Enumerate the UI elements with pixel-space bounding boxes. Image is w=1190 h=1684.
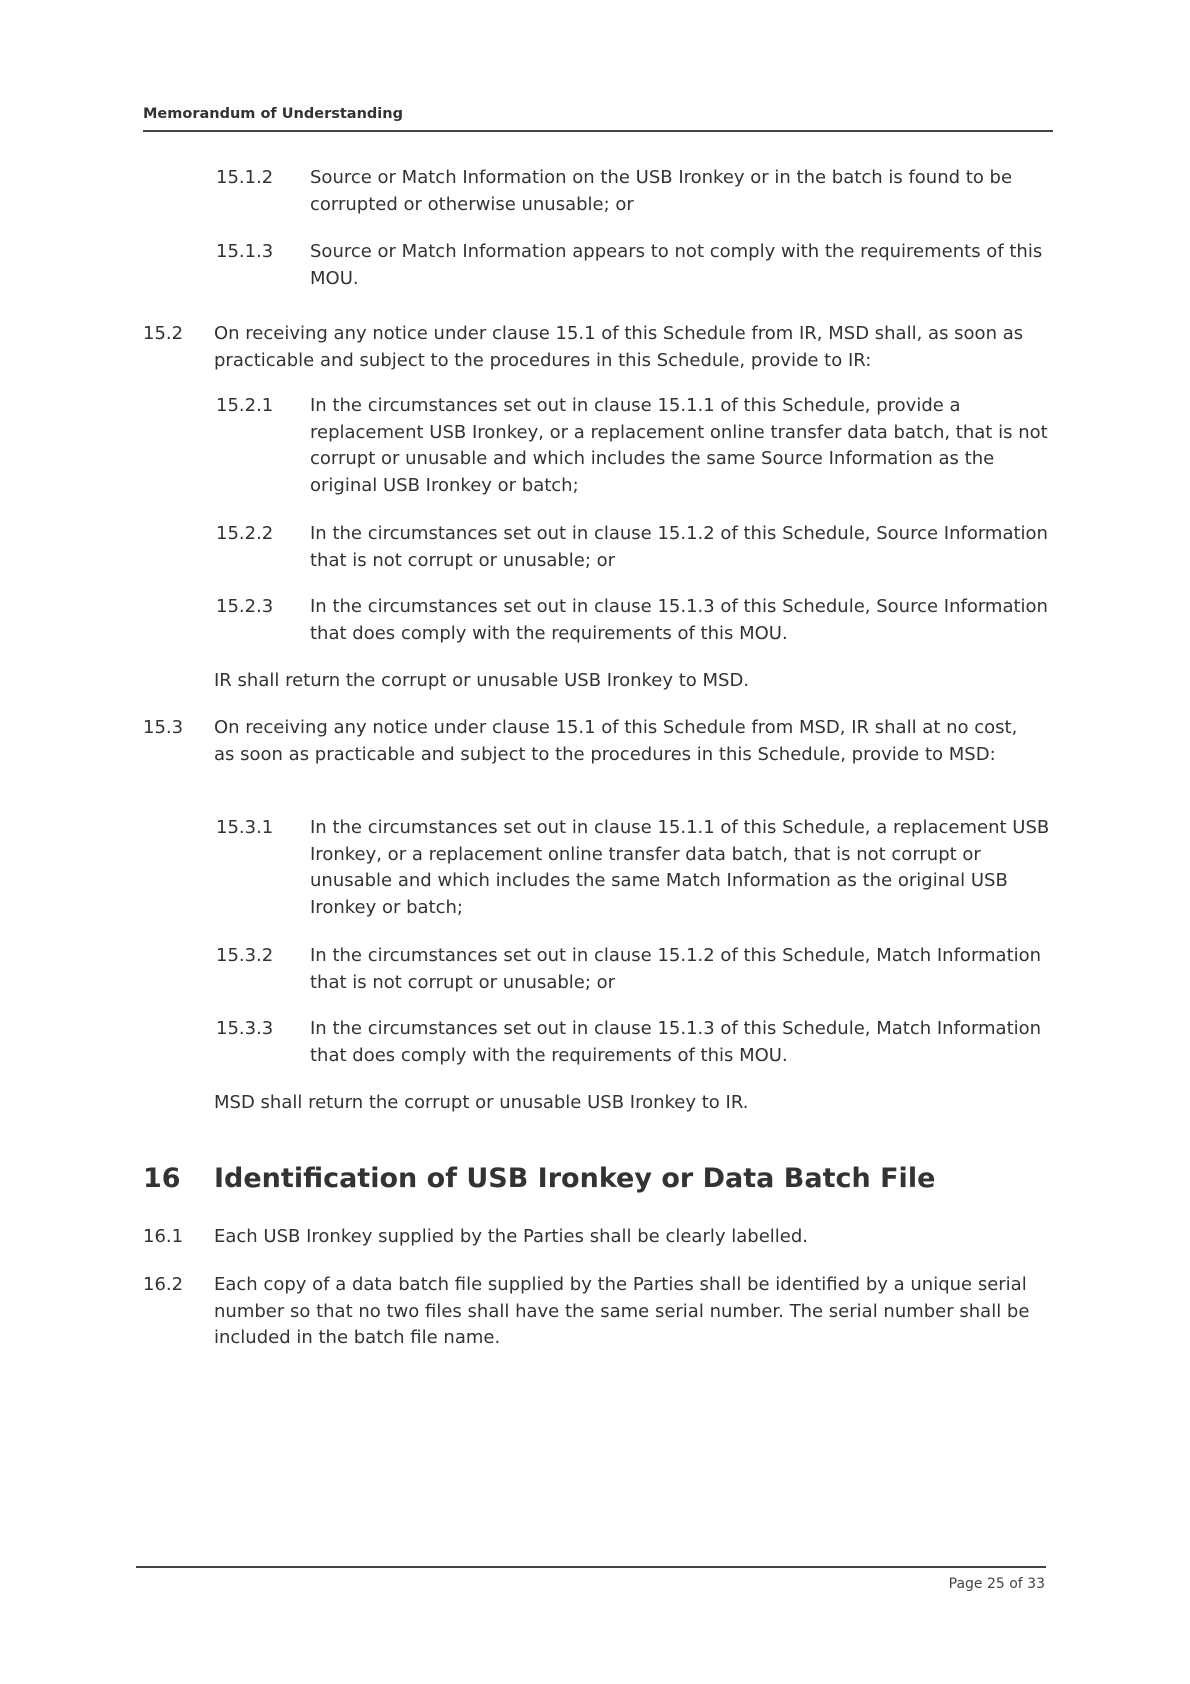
clause-text: In the circumstances set out in clause 15.1.2 of this Schedule, Match Information that is not corrupt or unusable; or (310, 945, 1042, 993)
clause-text: In the circumstances set out in clause 15.1.1 of this Schedule, a replacement USB Ironkey, or a replacement online transfer data batch, that is not corrupt or unusable and which includes the same Match Information as the original USB Ironkey or batch; (310, 817, 1050, 918)
footer-rule (136, 1566, 1046, 1568)
section-number: 16 (143, 1163, 181, 1194)
clause-number: 15.3.2 (216, 945, 274, 966)
clause-number: 15.1.3 (216, 241, 274, 262)
section-16-heading (143, 1163, 936, 1194)
section-title: Identification of USB Ironkey or Data Batch File (214, 1163, 936, 1194)
clause-number: 15.3 (143, 717, 184, 738)
clause-text: Source or Match Information appears to not comply with the requirements of this MOU. (310, 241, 1043, 289)
clause-text: In the circumstances set out in clause 15.1.2 of this Schedule, Source Information that is not corrupt or unusable; or (310, 523, 1048, 571)
clause-number: 15.1.2 (216, 167, 274, 188)
clause-text: In the circumstances set out in clause 15.1.1 of this Schedule, provide a replacement USB Ironkey, or a replacement online transfer data batch, that is not corrupt or unusable and which includes the same Source Information as the original USB Ironkey or batch; (310, 395, 1048, 496)
clause-text: In the circumstances set out in clause 15.1.3 of this Schedule, Source Information that does comply with the requirements of this MOU. (310, 596, 1048, 644)
document-header-title: Memorandum of Understanding (143, 106, 403, 122)
clause-number: 15.2.3 (216, 596, 274, 617)
clause-number: 16.2 (143, 1274, 184, 1295)
clause-text: Each USB Ironkey supplied by the Parties shall be clearly labelled. (214, 1226, 808, 1247)
clause-text: Each copy of a data batch file supplied by the Parties shall be identified by a unique serial number so that no two files shall have the same serial number. The serial number shall be included in the batch file name. (214, 1274, 1030, 1348)
page-number: Page 25 of 33 (948, 1576, 1045, 1592)
clause-text: In the circumstances set out in clause 15.1.3 of this Schedule, Match Information that does comply with the requirements of this MOU. (310, 1018, 1042, 1066)
header-rule (143, 130, 1053, 132)
clause-number: 15.2.2 (216, 523, 274, 544)
clause-number: 15.2 (143, 323, 184, 344)
clause-number: 16.1 (143, 1226, 184, 1247)
clause-number: 15.3.3 (216, 1018, 274, 1039)
paragraph-15-2-return: IR shall return the corrupt or unusable USB Ironkey to MSD. (214, 670, 750, 691)
clause-text: On receiving any notice under clause 15.1 of this Schedule from IR, MSD shall, as soon as practicable and subject to the procedures in this Schedule, provide to IR: (214, 323, 1024, 371)
paragraph-15-3-return: MSD shall return the corrupt or unusable USB Ironkey to IR. (214, 1092, 749, 1113)
clause-text: Source or Match Information on the USB Ironkey or in the batch is found to be corrupted or otherwise unusable; or (310, 167, 1013, 215)
clause-number: 15.2.1 (216, 395, 274, 416)
clause-text: On receiving any notice under clause 15.1 of this Schedule from MSD, IR shall at no cost, as soon as practicable and subject to the procedures in this Schedule, provide to MSD: (214, 717, 1018, 765)
clause-number: 15.3.1 (216, 817, 274, 838)
